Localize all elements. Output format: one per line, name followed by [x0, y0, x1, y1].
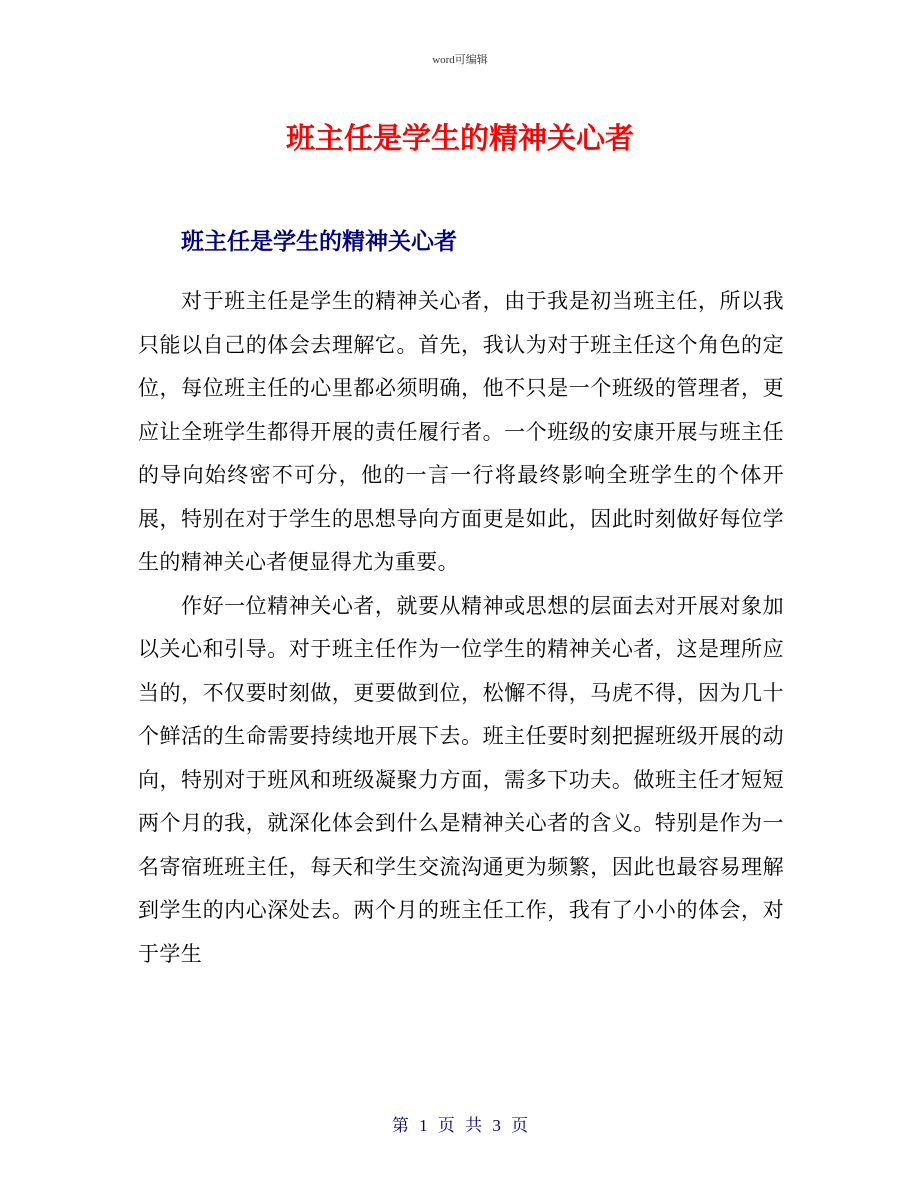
page-number-footer: 第 1 页 共 3 页	[391, 1116, 529, 1135]
paragraph-1: 对于班主任是学生的精神关心者，由于我是初当班主任，所以我只能以自己的体会去理解它。首先，我认为对于班主任这个角色的定位，每位班主任的心里都必须明确，他不只是一个班级的管理者，更应让全班学生都得开展的责任履行者。一个班级的安康开展与班主任的导向始终密不可分，他的一言一行将最终影响全班学生的个体开展，特别在对于学生的思想导向方面更是如此，因此时刻做好每位学生的精神关心者便显得尤为重要。	[138, 289, 784, 574]
body-text	[138, 280, 784, 976]
section-heading: 班主任是学生的精神关心者	[181, 229, 457, 255]
page-header: word可编辑	[432, 54, 488, 66]
document-title: 班主任是学生的精神关心者	[285, 121, 634, 155]
paragraph-2: 作好一位精神关心者，就要从精神或思想的层面去对开展对象加以关心和引导。对于班主任作为一位学生的精神关心者，这是理所应当的，不仅要时刻做，更要做到位，松懈不得，马虎不得，因为几十个鲜活的生命需要持续地开展下去。班主任要时刻把握班级开展的动向，特别对于班风和班级凝聚力方面，需多下功夫。做班主任才短短两个月的我，就深化体会到什么是精神关心者的含义。特别是作为一名寄宿班班主任，每天和学生交流沟通更为频繁，因此也最容易理解到学生的内心深处去。两个月的班主任工作，我有了小小的体会，对于学生	[138, 593, 784, 966]
